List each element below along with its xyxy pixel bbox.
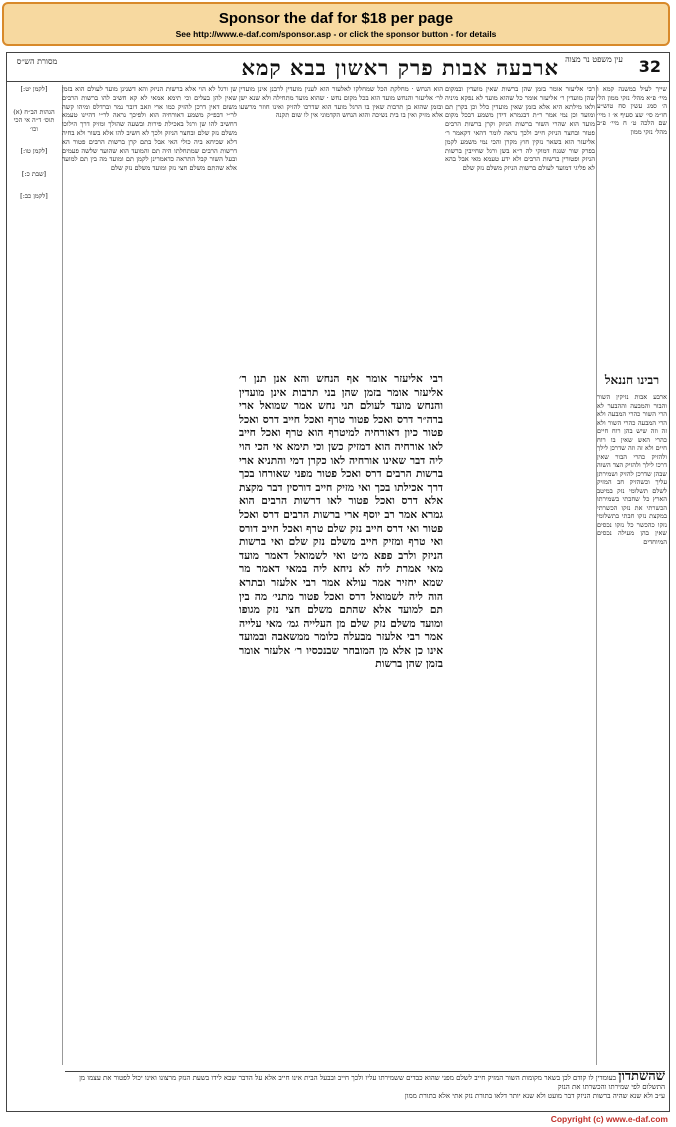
sponsor-banner[interactable]: [2, 2, 670, 46]
gemara-text: רבי אליעזר אומר אף הנחש והא אנן תנן ר׳ אליעזר אומר בזמן שהן בני תרבות אינן מועדין והנחש מועד לעולם תני נחש אמר שמואל ארי ברה״ר דרס ואכל פטור טרף ואכל חייב דרס ואכל פטור כיון דאורחיה למיטרף הוא טרף ואכל חייב לאו אורחיה הוא דמזיק כשן וכי תימא אי הכי הוי ליה דבר שאינו אורחיה לאו כקרן דמי והתניא ארי ברשות הרבים דרס ואכל פטור מפני שאורחו בכך דרך אכילתו בכך ואי מזיק חייב דורסין דבר מקצת אלא דרס ואכל פטור לאו דרשות הרבים הוא גמרא אמר רב יוסף ארי ברשות הרבים דרס ואכל פטור ואי דרס חייב נזק שלם טרף ואכל חייב דורס ואי טרף ומזיק חייב משלם נזק שלם ואי ברשות הניזק ולרב פפא מ״ט ואי לשמואל דאמר מועד מאי אמרת ליה לא ניחא ליה במאי דאמר מר שמא יחזיר אמר עולא אמר רבי אלעזר ובתרא הוה ליה לשמואל דרס ואכל פטור מתני׳ מה בין תם למועד אלא שהתם משלם חצי נזק מגופו ומועד משלם נזק שלם מן העלייה גמ׳ מאי עלייה אמר רבי אלעזר מבעלה כלומר ממשאבה ובמועד אינו כן אלא מן המובחר שבנכסיו ר׳ אלעזר אומר בזמן שהן ברשות: [239, 373, 443, 671]
margin-note: [לקמן כב:]: [20, 192, 48, 200]
rashi-text: שן ורגל לא הוי אלא ברשות הניזק והא דשנינן מועד לעולם הוא בזמן שאין להן בעלים וכי תימא אמאי לא קא חשיב להו ברשות הרבים משום דאין דרכן להזיק כמו ארי וזאב דובר נמר וברדלס ומיהו קשה לר״י דבפ״ק משמע דאורחיה הוא ולפיכך נראה לר״י דהיינו טעמא דחשיב להו שן ורגל באכילת פירות ובשעה שהולך ומזיק דרך הילוכו משלם נזק שלם ובחצר הניזק ולכך לא חשיב להו אלא בשור ולא בחיה דלא שכיחא ביה כולי האי אבל בתם קרן ברשות הרבים פטור הא דרשות הרבים שמתחלתו היה תם והמועד הוא שהועד שלשה פעמים ובעל השור קבל התראה כדאמרינן לקמן תם ומועד מה בין תם למועד אלא שהתם משלם חצי נזק ומועד משלם נזק שלם: [62, 85, 237, 173]
margin-note: [לקמן טו:]: [20, 147, 48, 155]
sponsor-subtitle[interactable]: See http://www.e-daf.com/sponsor.asp - or click the sponsor button - for details: [175, 29, 497, 39]
footnotes-block: [65, 1071, 665, 1106]
rabbenu-chananel-column: [597, 393, 667, 1113]
ein-mishpat-column: [597, 85, 667, 155]
footnote-lead-word: שהשתדון: [618, 1069, 665, 1084]
tosafot-column: [445, 85, 595, 1065]
page-title: ארבעה אבות פרק ראשון בבא קמא: [241, 55, 559, 80]
tosafot-text: רבי אליעזר אומר בזמן שהן ברשות שאין מועדין ובמקום שהן מועדין ר׳ אליעזר אומר כל שהוא מועד לא נפקא מיניה ולאו מילתא היא אלא בזמן שאין מועדין כלל וכן בקרן תם ומועד וכן נמי אמר ר״ת דבגמרא דידן משמע דבכל מקום מועד הוא שהרי השור ברשות הניזק וקרן ברשות הרבים פטור ובחצר הניזק חייב ולכך נראה לומר דהאי דקאמר ר׳ אליעזר הוא בשאר נזקין חוץ מקרן והכי נמי משמע לקמן בפרק שור שנגח דמוקי לה ר״א בשן ורגל שחייבין ברשות הניזק ופטורין ברשות הרבים ולא ידע טעמא מאי אבל בהא לא פליגי דמועד לעולם ברשות הניזק משלם נזק שלם: [445, 85, 595, 173]
margin-note: הגהות הב״ח (א) תוס׳ ד״ה אי הכי וכו׳: [13, 107, 55, 133]
footnote-line: ע״ב ולא שנא שהיה ברשות הניזק דבר מועט ולא שנא יותר דלאו בתורת נזק אתי אלא בתורת ממון: [404, 1092, 665, 1100]
footnote-text: בעומדין לו קודם לכן בשאר מקומות השור המזיק חייב לשלם מפני שהוא כבדים ששמירתו עליו ולכך חייב ובבעל הבית אינו חייב אלא על הדבר שבא לידו בשעת הנזק מרצונו ואינו יכול לפטור את עצמו מן התשלום לפי שמירתו והכשרתו את הנזק: [79, 1074, 665, 1091]
masoret-label: מסורת הש״ס: [16, 57, 58, 66]
copyright-link[interactable]: Copyright (c) www.e-daf.com: [550, 1114, 668, 1124]
rabbenu-chananel-text: ארבע אבות נזיקין השור והבור והמבעה וההבער לא הרי השור כהרי המבעה ולא הרי המבעה כהרי השור ולא זה וזה שיש בהן רוח חיים כהרי האש שאין בו רוח חיים ולא זה וזה שדרכן לילך ולהזיק כהרי הבור שאין דרכו לילך ולהזיק הצד השוה שבהן שדרכן להזיק ושמירתן עליך וכשהזיק חב המזיק לשלם תשלומי נזק במיטב הארץ כל שחבתי בשמירתו הכשרתי את נזקו הכשרתי במקצת נזקו חבתי בתשלומי נזקו כהכשר כל נזקו נכסים שאין בהן מעילה נכסים המיוחדים: [597, 393, 667, 546]
masoret-hashas-column: [9, 85, 59, 1065]
talmud-page: [6, 52, 670, 1112]
margin-note: [שבת כ:]: [21, 169, 47, 178]
margin-note: [לקמן יט:]: [20, 85, 48, 93]
gemara-column: [239, 373, 443, 1073]
page-header: [7, 53, 669, 82]
page-number: 32: [638, 57, 661, 76]
rabbenu-chananel-title: רבינו חננאל: [604, 373, 660, 387]
ein-mishpat-label: עין משפט נר מצוה: [565, 55, 623, 64]
commentary-top-text: הוא הנחש · מחלקת הכל שמחלקו לאלעזר הוא לענין מועדין לרבנן אינן מועדין לר׳ אליעזר והנחש מועד הוא בכל מקום נחש · שהוא מועד מתחילה ולא שנא ישן ובזמן שהוא בן תרבות שאין בו הרגל מועד הוא שדרכו להזיק ואינו חוזר מרשעו אלא מזיק ואין בו בית נשיכה והוא הנחש הקדמוני אין לו שום תקנה: [239, 85, 443, 120]
sponsor-title[interactable]: Sponsor the daf for $18 per page: [218, 10, 454, 27]
rashi-column: [62, 85, 237, 1065]
ein-mishpat-text: שייך לעיל במשנה קמא ו מיי׳ פ״א מהל׳ נזקי ממון הל׳ ה׳ סמג עשין סח טוש״ע חו״מ סי׳ שצ סעיף א׳ ז מיי׳ שם הלכה ט׳ ח מיי׳ פ״ב מהל׳ נזקי ממון: [597, 85, 667, 136]
commentary-top-block: [239, 85, 443, 370]
